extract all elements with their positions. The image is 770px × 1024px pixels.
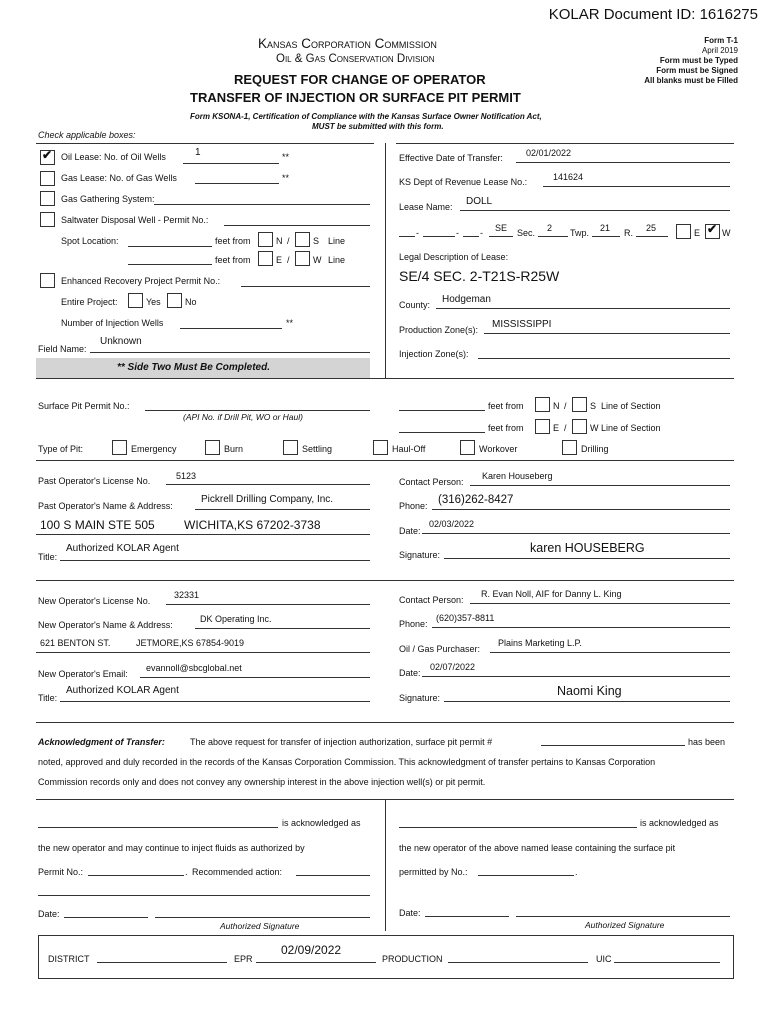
spot-ew-feet-field[interactable] bbox=[128, 264, 212, 265]
injection-wells-label: Number of Injection Wells bbox=[61, 318, 164, 328]
form-number: Form T-1 bbox=[704, 36, 738, 45]
spot-location-label: Spot Location: bbox=[61, 236, 119, 246]
effective-date-value[interactable]: 02/01/2022 bbox=[526, 148, 572, 158]
range-label: R. bbox=[624, 228, 633, 238]
no-label: No bbox=[185, 297, 197, 307]
ack-left-date-field[interactable] bbox=[64, 917, 148, 918]
past-phone-label: Phone: bbox=[399, 501, 428, 511]
injection-wells-asterisk: ** bbox=[286, 318, 294, 328]
new-signature-value[interactable]: Naomi King bbox=[557, 684, 622, 698]
ack-right-operator-field[interactable] bbox=[399, 827, 637, 828]
pit-type-workover: Workover bbox=[479, 444, 518, 454]
production-zone-value[interactable]: MISSISSIPPI bbox=[492, 319, 552, 330]
twp-value[interactable]: 21 bbox=[600, 223, 611, 233]
pit-feet-from-label: feet from bbox=[488, 401, 524, 411]
surface-pit-permit-field[interactable] bbox=[145, 410, 370, 411]
county-value[interactable]: Hodgeman bbox=[442, 294, 491, 305]
ack-left-is-ack: is acknowledged as bbox=[282, 818, 361, 828]
production-field[interactable] bbox=[448, 962, 588, 963]
surface-pit-permit-label: Surface Pit Permit No.: bbox=[38, 401, 130, 411]
ack-left-operator-field[interactable] bbox=[38, 827, 278, 828]
new-address-2[interactable]: JETMORE,KS 67854-9019 bbox=[136, 638, 245, 648]
ack-right-is-ack: is acknowledged as bbox=[640, 818, 719, 828]
ack-label: Acknowledgment of Transfer: bbox=[38, 737, 165, 747]
field-name-label: Field Name: bbox=[38, 344, 87, 354]
pit-emergency-checkbox[interactable] bbox=[112, 440, 127, 455]
new-contact-label: Contact Person: bbox=[399, 595, 464, 605]
agency-name: Kansas Corporation Commission bbox=[258, 36, 437, 51]
pit-haul-off-checkbox[interactable] bbox=[373, 440, 388, 455]
new-phone-label: Phone: bbox=[399, 619, 428, 629]
oil-lease-label: Oil Lease: No. of Oil Wells bbox=[61, 152, 166, 162]
legal-description-value[interactable]: SE/4 SEC. 2-T21S-R25W bbox=[399, 268, 560, 284]
new-title-value[interactable]: Authorized KOLAR Agent bbox=[66, 685, 179, 696]
feet-from-label: feet from bbox=[215, 236, 251, 246]
past-signature-label: Signature: bbox=[399, 550, 441, 560]
spot-ew-slash: / bbox=[287, 255, 290, 265]
ack-right-line-2: the new operator of the above named lease containing the surface pit bbox=[399, 843, 676, 853]
new-contact-value[interactable]: R. Evan Noll, AIF for Danny L. King bbox=[481, 589, 622, 599]
lease-name-value[interactable]: DOLL bbox=[466, 196, 493, 207]
ack-text-2: noted, approved and duly recorded in the records of the Kansas Corporation Commission. This acknowledgment of transfer pertains to Kansas Corporation bbox=[38, 757, 656, 767]
range-e-checkbox[interactable] bbox=[676, 224, 691, 239]
document-id: KOLAR Document ID: 1616275 bbox=[548, 6, 758, 23]
enhanced-permit-field[interactable] bbox=[241, 286, 370, 287]
form-title-1: REQUEST FOR CHANGE OF OPERATOR bbox=[234, 72, 486, 87]
pit-s-label: S bbox=[590, 401, 597, 411]
pit-e-label: E bbox=[553, 423, 560, 433]
permitted-by-label: permitted by No.: bbox=[399, 867, 468, 877]
new-title-label: Title: bbox=[38, 693, 58, 703]
past-signature-value[interactable]: karen HOUSEBERG bbox=[530, 541, 645, 555]
pit-e-checkbox[interactable] bbox=[535, 419, 550, 434]
purchaser-value[interactable]: Plains Marketing L.P. bbox=[498, 638, 582, 648]
new-email-label: New Operator's Email: bbox=[38, 669, 128, 679]
pit-drilling-checkbox[interactable] bbox=[562, 440, 577, 455]
new-name-label: New Operator's Name & Address: bbox=[38, 620, 173, 630]
past-title-label: Title: bbox=[38, 552, 58, 562]
pit-w-label: W bbox=[590, 423, 599, 433]
uic-field[interactable] bbox=[614, 962, 720, 963]
side-two-note: ** Side Two Must Be Completed. bbox=[117, 362, 270, 373]
twp-label: Twp. bbox=[570, 228, 590, 238]
past-address-2[interactable]: WICHITA,KS 67202-3738 bbox=[184, 518, 321, 532]
check-mark-icon: ✔ bbox=[42, 148, 53, 162]
pit-w-checkbox[interactable] bbox=[572, 419, 587, 434]
pit-line-of-section-label: Line of Section bbox=[601, 401, 661, 411]
range-e-label: E bbox=[694, 228, 701, 238]
effective-date-label: Effective Date of Transfer: bbox=[399, 153, 503, 163]
production-label: PRODUCTION bbox=[382, 954, 443, 964]
new-address-1[interactable]: 621 BENTON ST. bbox=[40, 638, 111, 648]
pit-s-checkbox[interactable] bbox=[572, 397, 587, 412]
uic-label: UIC bbox=[596, 954, 612, 964]
recommended-action-label: Recommended action: bbox=[192, 867, 283, 877]
spot-e-checkbox[interactable] bbox=[258, 251, 273, 266]
ack-right-date-label: Date: bbox=[399, 908, 421, 918]
pit-type-emergency: Emergency bbox=[131, 444, 177, 454]
past-contact-value[interactable]: Karen Houseberg bbox=[482, 471, 553, 481]
pit-type-drilling: Drilling bbox=[581, 444, 609, 454]
form-blanks-note: All blanks must be Filled bbox=[644, 76, 738, 85]
gas-gathering-label: Gas Gathering System: bbox=[61, 194, 155, 204]
district-label: DISTRICT bbox=[48, 954, 90, 964]
new-phone-value[interactable]: (620)357-8811 bbox=[436, 613, 495, 623]
ack-has-been: has been bbox=[688, 737, 726, 747]
enhanced-recovery-checkbox[interactable] bbox=[40, 273, 55, 288]
pit-settling-checkbox[interactable] bbox=[283, 440, 298, 455]
sec-value[interactable]: 2 bbox=[547, 223, 553, 233]
past-phone-value[interactable]: (316)262-8427 bbox=[438, 494, 514, 506]
ack-pit-permit-field[interactable] bbox=[541, 745, 685, 746]
api-note: (API No. if Drill Pit, WO or Haul) bbox=[183, 412, 303, 422]
past-license-label: Past Operator's License No. bbox=[38, 476, 151, 486]
past-license-value[interactable]: 5123 bbox=[176, 471, 197, 481]
oil-wells-count[interactable]: 1 bbox=[195, 147, 201, 158]
pit-n-label: N bbox=[553, 401, 560, 411]
spot-line-label: Line bbox=[328, 236, 346, 246]
division-name: Oil & Gas Conservation Division bbox=[276, 53, 435, 65]
recommended-action-field[interactable] bbox=[296, 875, 370, 876]
pit-ns-feet-field[interactable] bbox=[399, 410, 485, 411]
new-name-value[interactable]: DK Operating Inc. bbox=[200, 614, 272, 624]
ack-left-date-label: Date: bbox=[38, 909, 60, 919]
type-of-pit-label: Type of Pit: bbox=[38, 444, 84, 454]
ack-text-1: The above request for transfer of injection authorization, surface pit permit # bbox=[190, 737, 493, 747]
pit-burn-checkbox[interactable] bbox=[205, 440, 220, 455]
new-license-label: New Operator's License No. bbox=[38, 596, 151, 606]
past-contact-label: Contact Person: bbox=[399, 477, 464, 487]
new-signature-label: Signature: bbox=[399, 693, 441, 703]
district-field[interactable] bbox=[97, 962, 227, 963]
spot-w-label: W bbox=[313, 255, 322, 265]
spot-s-checkbox[interactable] bbox=[295, 232, 310, 247]
ack-left-auth-signature: Authorized Signature bbox=[220, 921, 300, 931]
new-email-value[interactable]: evannoll@sbcglobal.net bbox=[146, 663, 242, 673]
ack-text-3: Commission records only and does not convey any ownership interest in the above injection well(s) or pit permit. bbox=[38, 777, 486, 787]
enhanced-recovery-label: Enhanced Recovery Project Permit No.: bbox=[61, 276, 221, 286]
pit-type-haul-off: Haul-Off bbox=[392, 444, 426, 454]
past-date-label: Date: bbox=[399, 526, 421, 536]
yes-label: Yes bbox=[146, 297, 161, 307]
past-title-value[interactable]: Authorized KOLAR Agent bbox=[66, 543, 179, 554]
saltwater-permit-field[interactable] bbox=[224, 225, 370, 226]
epr-date-value[interactable]: 02/09/2022 bbox=[281, 943, 342, 957]
past-name-label: Past Operator's Name & Address: bbox=[38, 501, 173, 511]
spot-n-checkbox[interactable] bbox=[258, 232, 273, 247]
oil-wells-asterisk: ** bbox=[282, 152, 290, 162]
spot-n-label: N bbox=[276, 236, 283, 246]
saltwater-checkbox[interactable] bbox=[40, 212, 55, 227]
ksona-note-2: MUST be submitted with this form. bbox=[312, 122, 444, 131]
entire-project-no-checkbox[interactable] bbox=[167, 293, 182, 308]
permit-no-field[interactable] bbox=[88, 875, 184, 876]
production-zone-label: Production Zone(s): bbox=[399, 325, 479, 335]
ack-right-date-field[interactable] bbox=[425, 916, 509, 917]
injection-zone-label: Injection Zone(s): bbox=[399, 349, 469, 359]
lease-name-label: Lease Name: bbox=[399, 202, 453, 212]
permit-no-label: Permit No.: bbox=[38, 867, 84, 877]
epr-label: EPR bbox=[234, 954, 253, 964]
ks-dept-value[interactable]: 141624 bbox=[553, 172, 584, 182]
ack-right-auth-signature: Authorized Signature bbox=[585, 920, 665, 930]
gas-lease-label: Gas Lease: No. of Gas Wells bbox=[61, 173, 177, 183]
new-license-value[interactable]: 32331 bbox=[174, 590, 200, 600]
ack-left-line-2: the new operator and may continue to inject fluids as authorized by bbox=[38, 843, 305, 853]
purchaser-label: Oil / Gas Purchaser: bbox=[399, 644, 481, 654]
past-date-value[interactable]: 02/03/2022 bbox=[429, 519, 475, 529]
spot-e-label: E bbox=[276, 255, 283, 265]
form-typed-note: Form must be Typed bbox=[659, 56, 738, 65]
pit-ew-feet-field[interactable] bbox=[399, 432, 485, 433]
entire-project-label: Entire Project: bbox=[61, 297, 118, 307]
injection-zone-field[interactable] bbox=[478, 358, 730, 359]
past-address-1[interactable]: 100 S MAIN STE 505 bbox=[40, 518, 155, 532]
ksona-note: Form KSONA-1, Certification of Compliance with the Kansas Surface Owner Notification Act, bbox=[190, 112, 542, 121]
new-date-value[interactable]: 02/07/2022 bbox=[430, 662, 476, 672]
ack-left-signature-field[interactable] bbox=[155, 917, 370, 918]
pit-workover-checkbox[interactable] bbox=[460, 440, 475, 455]
pit-n-checkbox[interactable] bbox=[535, 397, 550, 412]
legal-description-label: Legal Description of Lease: bbox=[399, 252, 509, 262]
form-date: April 2019 bbox=[701, 46, 738, 55]
quarter-value[interactable]: SE bbox=[495, 223, 508, 233]
spot-s-label: S bbox=[313, 236, 320, 246]
pit-feet-from-label-2: feet from bbox=[488, 423, 524, 433]
entire-project-yes-checkbox[interactable] bbox=[128, 293, 143, 308]
county-label: County: bbox=[399, 300, 431, 310]
spot-w-checkbox[interactable] bbox=[295, 251, 310, 266]
past-name-value[interactable]: Pickrell Drilling Company, Inc. bbox=[201, 494, 334, 505]
injection-wells-field[interactable] bbox=[180, 328, 282, 329]
gas-wells-asterisk: ** bbox=[282, 173, 290, 183]
range-w-label: W bbox=[722, 228, 731, 238]
gas-gathering-field[interactable] bbox=[154, 204, 370, 205]
pit-type-settling: Settling bbox=[302, 444, 333, 454]
gas-wells-field[interactable] bbox=[195, 183, 279, 184]
form-title-2: TRANSFER OF INJECTION OR SURFACE PIT PERMIT bbox=[190, 90, 521, 105]
saltwater-label: Saltwater Disposal Well - Permit No.: bbox=[61, 215, 209, 225]
spot-ns-feet-field[interactable] bbox=[128, 246, 212, 247]
form-signed-note: Form must be Signed bbox=[656, 66, 738, 75]
permitted-by-field[interactable] bbox=[478, 875, 574, 876]
gas-gathering-checkbox[interactable] bbox=[40, 191, 55, 206]
ack-right-signature-field[interactable] bbox=[516, 916, 730, 917]
ks-dept-label: KS Dept of Revenue Lease No.: bbox=[399, 177, 528, 187]
pit-ew-slash: / bbox=[564, 423, 567, 433]
pit-line-of-section-label-2: Line of Section bbox=[601, 423, 661, 433]
field-name-value[interactable]: Unknown bbox=[100, 336, 142, 347]
feet-from-label-2: feet from bbox=[215, 255, 251, 265]
check-mark-icon: ✔ bbox=[707, 222, 718, 236]
pit-ns-slash: / bbox=[564, 401, 567, 411]
check-boxes-label: Check applicable boxes: bbox=[38, 130, 136, 140]
new-date-label: Date: bbox=[399, 668, 421, 678]
gas-lease-checkbox[interactable] bbox=[40, 171, 55, 186]
spot-ns-slash: / bbox=[287, 236, 290, 246]
sec-label: Sec. bbox=[517, 228, 536, 238]
pit-type-burn: Burn bbox=[224, 444, 244, 454]
spot-line-label-2: Line bbox=[328, 255, 346, 265]
range-value[interactable]: 25 bbox=[646, 223, 657, 233]
